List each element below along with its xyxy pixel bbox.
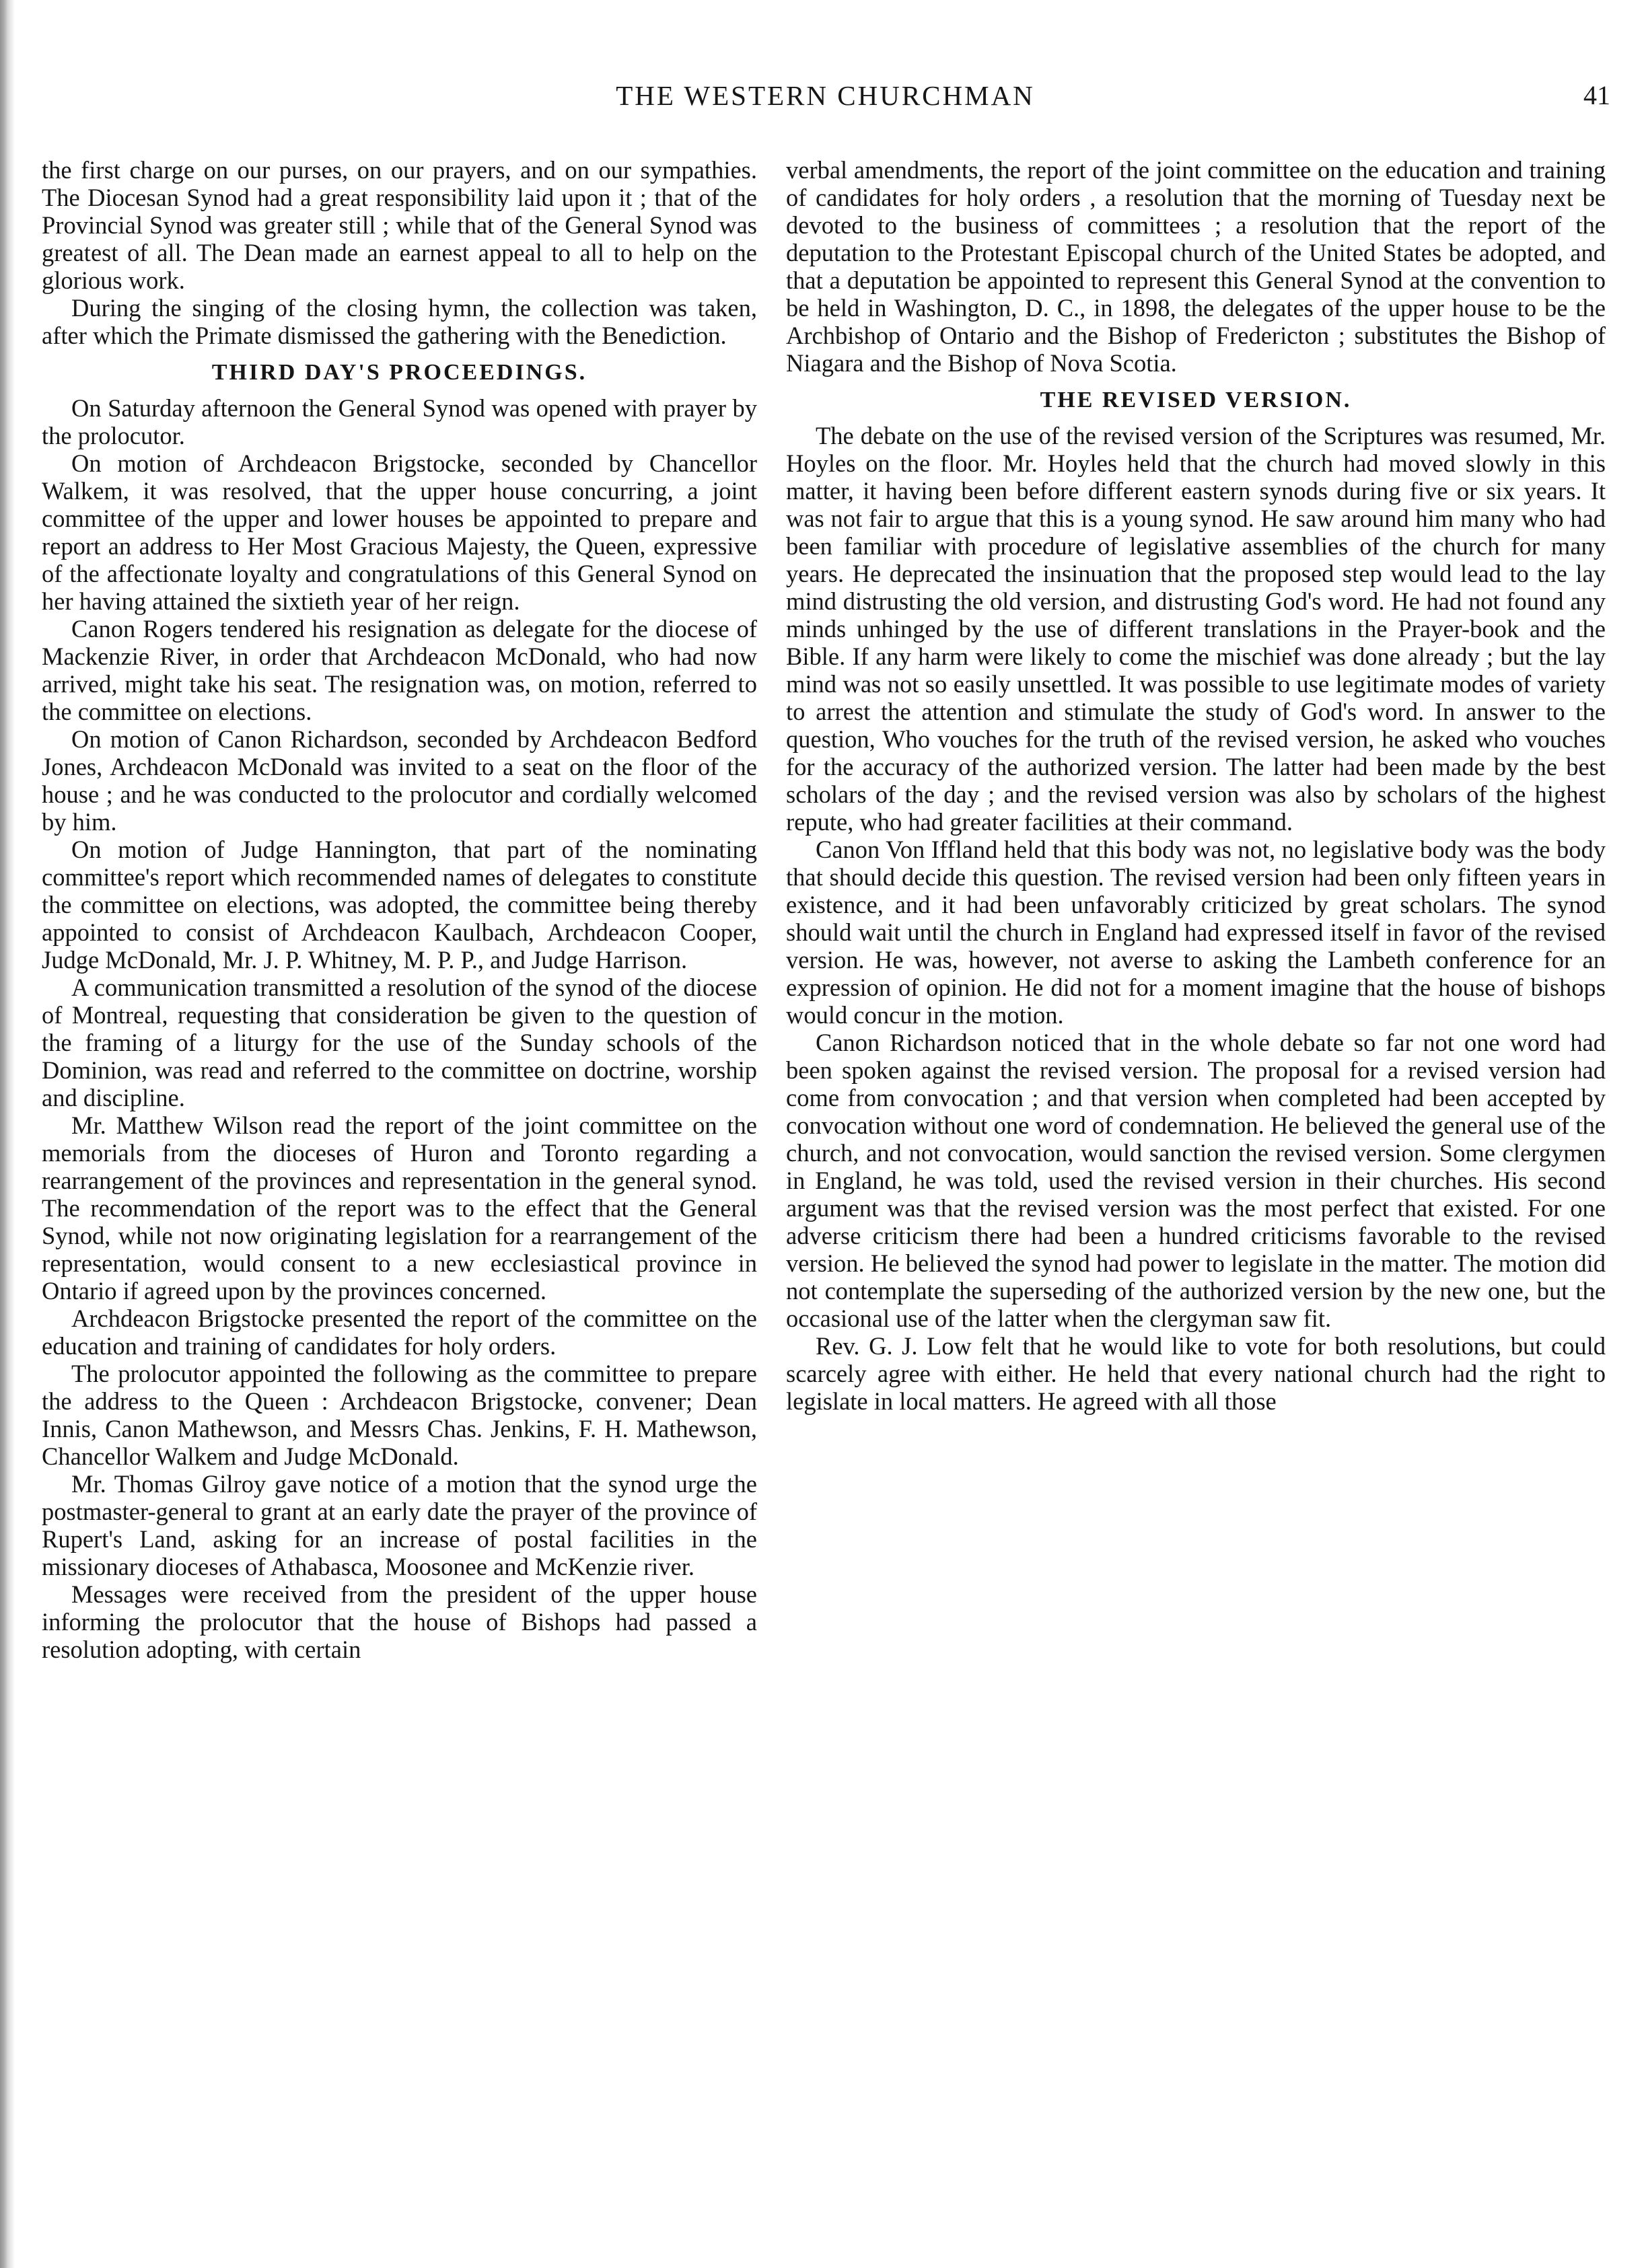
paragraph: verbal amendments, the report of the joint committee on the education and training of candidates for holy orders , a resolution that the morning of Tuesday next be devoted to the business of committees ; a resolution that the report of the deputation to the Protestant Episcopal church of the United States be adopted, and that a deputation be appointed to represent this General Synod at the convention to be held in Washington, D. C., in 1898, the delegates of the upper house to be the Archbishop of Ontario and the Bishop of Fredericton ; substitutes the Bishop of Niagara and the Bishop of Nova Scotia. xyxy=(786,156,1606,377)
page-number: 41 xyxy=(1583,80,1610,110)
paragraph: On motion of Judge Hannington, that part of the nominating committee's report which recommended names of delegates to constitute the committee on elections, was adopted, the committee being thereby appointed to consist of Archdeacon Kaulbach, Archdeacon Cooper, Judge McDonald, Mr. J. P. Whitney, M. P. P., and Judge Harrison. xyxy=(42,836,757,974)
paragraph: Canon Rogers tendered his resignation as delegate for the diocese of Mackenzie River, in order that Archdeacon McDonald, who had now arrived, might take his seat. The resignation was, on motion, referred to the committee on elections. xyxy=(42,615,757,725)
paragraph: Rev. G. J. Low felt that he would like to vote for both resolutions, but could scarcely agree with either. He held that every national church had the right to legislate in local matters. He agreed with all those xyxy=(786,1332,1606,1415)
paragraph: On motion of Canon Richardson, seconded by Archdeacon Bedford Jones, Archdeacon McDonald was invited to a seat on the floor of the house ; and he was conducted to the prolocutor and cordially welcomed by him. xyxy=(42,725,757,836)
paragraph: Mr. Matthew Wilson read the report of the joint committee on the memorials from the dioceses of Huron and Toronto regarding a rearrangement of the provinces and representation in the general synod. The recommendation of the report was to the effect that the General Synod, while not now originating legislation for a rearrangement of the representation, would consent to a new ecclesiastical province in Ontario if agreed upon by the provinces concerned. xyxy=(42,1111,757,1305)
paragraph: Messages were received from the president of the upper house informing the prolocutor that the house of Bishops had passed a resolution adopting, with certain xyxy=(42,1580,757,1663)
scan-binding-edge xyxy=(0,0,15,2268)
paragraph: Canon Von Iffland held that this body was not, no legislative body was the body that should decide this question. The revised version had been only fifteen years in existence, and it had been unfavorably criticized by great scholars. The synod should wait until the church in England had expressed itself in favor of the revised version. He was, however, not averse to asking the Lambeth conference for an expression of opinion. He did not for a moment imagine that the house of bishops would concur in the motion. xyxy=(786,836,1606,1029)
running-title: THE WESTERN CHURCHMAN xyxy=(616,80,1035,111)
paragraph: On Saturday afternoon the General Synod was opened with prayer by the prolocutor. xyxy=(42,394,757,449)
paragraph: Canon Richardson noticed that in the whole debate so far not one word had been spoken against the revised version. The proposal for a revised version had come from convocation ; and that version when completed had been accepted by convocation without one word of condemnation. He believed the general use of the church, and not convocation, would sanction the revised version. Some clergymen in England, he was told, used the revised version in their churches. His second argument was that the revised version was the most perfect that existed. For one adverse criticism there had been a hundred criticisms favorable to the revised version. He believed the synod had power to legislate in the matter. The motion did not contemplate the superseding of the authorized version by the new one, but the occasional use of the latter when the clergyman saw fit. xyxy=(786,1029,1606,1332)
left-column xyxy=(42,156,757,1663)
paragraph: The prolocutor appointed the following as the committee to prepare the address to the Queen : Archdeacon Brigstocke, convener; Dean Innis, Canon Mathewson, and Messrs Chas. Jenkins, F. H. Mathewson, Chancellor Walkem and Judge McDonald. xyxy=(42,1360,757,1470)
paragraph: Archdeacon Brigstocke presented the report of the committee on the education and training of candidates for holy orders. xyxy=(42,1305,757,1360)
paragraph: A communication transmitted a resolution of the synod of the diocese of Montreal, requesting that consideration be given to the question of the framing of a liturgy for the use of the Sunday schools of the Dominion, was read and referred to the committee on doctrine, worship and discipline. xyxy=(42,974,757,1111)
running-head xyxy=(40,79,1610,120)
paragraph: the first charge on our purses, on our prayers, and on our sympathies. The Diocesan Synod had a great responsibility laid upon it ; that of the Provincial Synod was greater still ; while that of the General Synod was greatest of all. The Dean made an earnest appeal to all to help on the glorious work. xyxy=(42,156,757,294)
right-column xyxy=(786,156,1606,1415)
paragraph: Mr. Thomas Gilroy gave notice of a motion that the synod urge the postmaster-general to grant at an early date the prayer of the province of Rupert's Land, asking for an increase of postal facilities in the missionary dioceses of Athabasca, Moosonee and McKenzie river. xyxy=(42,1470,757,1580)
section-heading-third-day: THIRD DAY'S PROCEEDINGS. xyxy=(211,360,587,385)
paragraph: During the singing of the closing hymn, the collection was taken, after which the Primate dismissed the gathering with the Benediction. xyxy=(42,294,757,349)
paragraph: The debate on the use of the revised version of the Scriptures was resumed, Mr. Hoyles on the floor. Mr. Hoyles held that the church had moved slowly in this matter, it having been before different eastern synods during five or six years. It was not fair to argue that this is a young synod. He saw around him many who had been familiar with procedure of legislative assemblies of the church for many years. He deprecated the insinuation that the proposed step would lead to the lay mind distrusting the old version, and distrusting God's word. He had not found any minds unhinged by the use of different translations in the Prayer-book and the Bible. If any harm were likely to come the mischief was done already ; but the lay mind was not so easily unsettled. It was possible to use legitimate modes of variety to arrest the attention and stimulate the study of God's word. In answer to the question, Who vouches for the truth of the revised version, he asked who vouches for the accuracy of the authorized version. The latter had been made by the best scholars of the day ; and the revised version was also by scholars of the highest repute, who had greater facilities at their command. xyxy=(786,422,1606,836)
section-heading-revised-version: THE REVISED VERSION. xyxy=(1040,388,1352,412)
paragraph: On motion of Archdeacon Brigstocke, seconded by Chancellor Walkem, it was resolved, that the upper house concurring, a joint committee of the upper and lower houses be appointed to prepare and report an address to Her Most Gracious Majesty, the Queen, expressive of the affectionate loyalty and congratulations of this General Synod on her having attained the sixtieth year of her reign. xyxy=(42,449,757,615)
